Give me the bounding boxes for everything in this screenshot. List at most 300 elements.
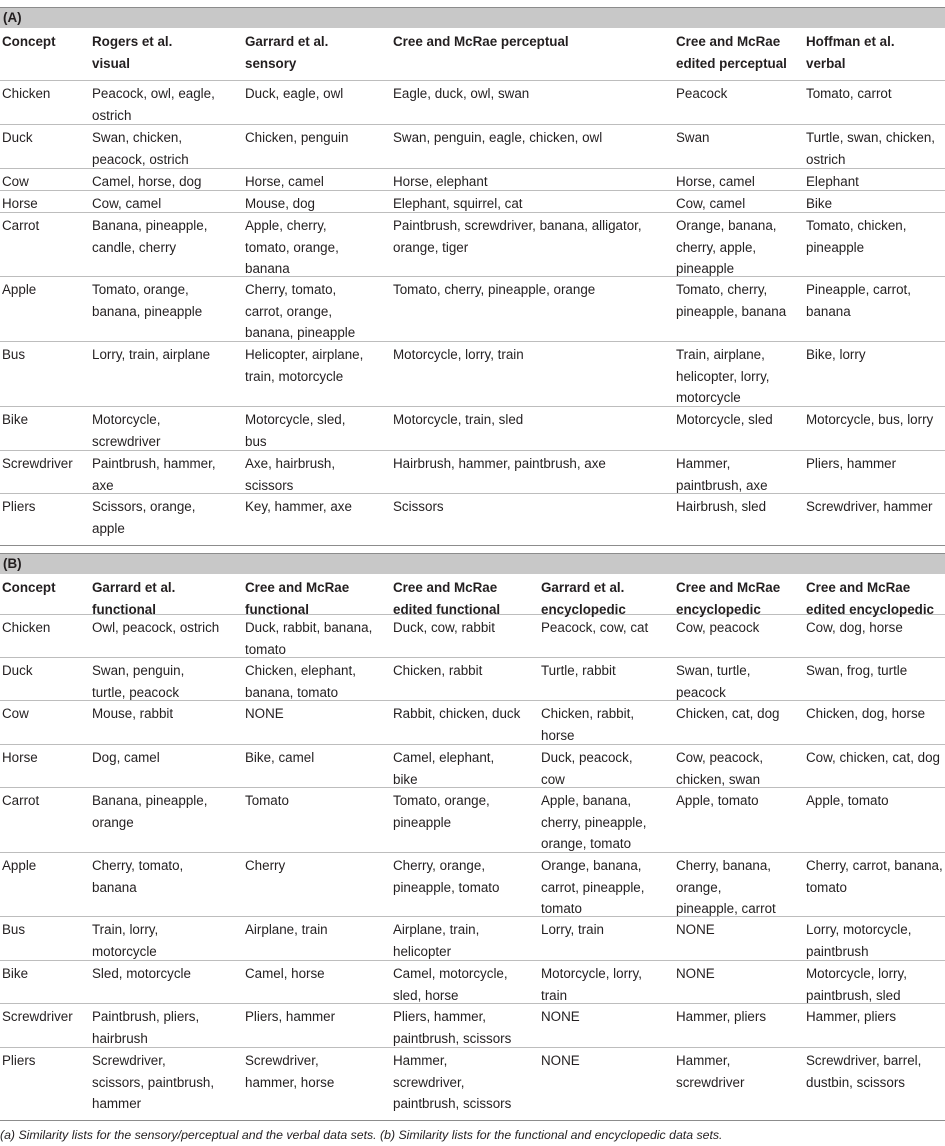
cell-line: Apple, tomato <box>676 793 759 808</box>
cell-line: Swan, turtle, <box>676 663 751 678</box>
table-cell <box>676 453 768 496</box>
cell-line: screwdriver <box>676 1074 745 1090</box>
column-header <box>806 31 895 74</box>
column-header <box>92 31 172 74</box>
table-cell <box>245 83 343 105</box>
cell-line: Pliers <box>2 499 36 514</box>
table-cell <box>92 617 219 639</box>
cell-line: Cherry, tomato, <box>245 282 337 297</box>
table-cell <box>92 1050 214 1115</box>
table-cell <box>676 409 773 431</box>
cell-line: Garrard et al. <box>92 580 176 595</box>
section-b-header <box>0 553 945 574</box>
table-cell <box>806 453 896 475</box>
cell-line: Chicken <box>2 86 51 101</box>
cell-line: Bus <box>2 922 26 937</box>
cell-line: Airplane, train <box>245 922 328 937</box>
cell-line: train, motorcycle <box>245 368 344 384</box>
cell-line: pineapple, tomato <box>393 879 500 895</box>
cell-line: tomato <box>806 879 847 895</box>
cell-line: helicopter, lorry, <box>676 368 770 384</box>
cell-line: edited perceptual <box>676 55 787 71</box>
table-cell <box>92 344 210 366</box>
cell-line: Screwdriver, <box>245 1053 319 1068</box>
cell-line: Chicken <box>2 620 51 635</box>
column-header <box>676 31 787 74</box>
table-cell <box>676 215 777 280</box>
cell-line: banana <box>806 303 851 319</box>
cell-line: Peacock, cow, cat <box>541 620 649 635</box>
cell-line: Camel, motorcycle, <box>393 966 508 981</box>
cell-line: peacock <box>676 684 726 700</box>
table-row <box>0 614 945 658</box>
table-cell <box>245 617 372 660</box>
table-cell <box>393 919 479 962</box>
cell-line: carrot, orange, <box>245 303 333 319</box>
cell-line: Elephant, squirrel, cat <box>393 196 523 211</box>
cell-line: Concept <box>2 34 56 49</box>
cell-line: helicopter <box>393 943 452 959</box>
cell-line: Sled, motorcycle <box>92 966 191 981</box>
table-cell <box>806 790 889 812</box>
cell-line: Swan, frog, turtle <box>806 663 908 678</box>
table-cell <box>92 215 207 258</box>
cell-line: Duck, rabbit, banana, <box>245 620 373 635</box>
table-cell <box>393 215 642 258</box>
table-cell <box>2 1006 73 1028</box>
table-row <box>0 276 945 342</box>
table-cell <box>245 344 363 387</box>
cell-line: Bike, camel <box>245 750 315 765</box>
table-cell <box>393 409 523 431</box>
table-cell <box>676 617 759 639</box>
table-cell <box>806 496 933 518</box>
cell-line: dustbin, scissors <box>806 1074 905 1090</box>
table-cell <box>806 215 906 258</box>
table-cell <box>245 453 335 496</box>
cell-line: Turtle, swan, chicken, <box>806 130 935 145</box>
cell-line: screwdriver, <box>393 1074 465 1090</box>
cell-line: Elephant <box>806 174 859 189</box>
cell-line: encyclopedic <box>541 601 626 617</box>
table-cell <box>806 963 907 1006</box>
cell-line: pineapple, banana <box>676 303 787 319</box>
table-cell <box>2 344 25 366</box>
table-cell <box>245 747 314 769</box>
table-cell <box>393 127 602 149</box>
cell-line: Paintbrush, hammer, <box>92 456 216 471</box>
table-cell <box>92 496 195 539</box>
table-row <box>0 744 945 788</box>
header-row <box>0 574 945 615</box>
cell-line: bike <box>393 771 418 787</box>
table-cell <box>245 660 356 703</box>
cell-line: Peacock <box>676 86 728 101</box>
cell-line: Cow, camel <box>676 196 746 211</box>
table-cell <box>2 215 39 237</box>
cell-line: Chicken, rabbit <box>393 663 483 678</box>
table-cell <box>92 790 207 833</box>
cell-line: scissors <box>245 477 294 493</box>
cell-line: Helicopter, airplane, <box>245 347 364 362</box>
cell-line: banana <box>245 261 290 276</box>
table-row <box>0 212 945 277</box>
table-cell <box>676 1050 744 1093</box>
table-cell <box>676 344 770 409</box>
cell-line: chicken, swan <box>676 771 761 787</box>
table-row <box>0 493 945 546</box>
cell-line: Mouse, rabbit <box>92 706 174 721</box>
table-cell <box>806 617 903 639</box>
cell-line: Horse, elephant <box>393 174 488 189</box>
table-cell <box>245 127 348 149</box>
cell-line: Tomato <box>245 793 289 808</box>
cell-line: axe <box>92 477 114 493</box>
cell-line: Motorcycle, lorry, <box>806 966 907 981</box>
cell-line: Motorcycle, sled <box>676 412 773 427</box>
table-cell <box>2 919 25 941</box>
cell-line: Banana, pineapple, <box>92 218 208 233</box>
cell-line: Cherry, carrot, banana, <box>806 858 943 873</box>
cell-line: orange, tomato <box>541 836 632 851</box>
cell-line: Paintbrush, screwdriver, banana, alligator, <box>393 218 642 233</box>
cell-line: paintbrush, axe <box>676 477 768 493</box>
table-cell <box>806 747 940 769</box>
table-cell <box>245 1006 335 1028</box>
cell-line: banana, tomato <box>245 684 339 700</box>
cell-line: Cherry, tomato, <box>92 858 184 873</box>
cell-line: hammer, horse <box>245 1074 335 1090</box>
cell-line: Cow <box>2 174 29 189</box>
cell-line: Carrot <box>2 218 40 233</box>
cell-line: Hairbrush, hammer, paintbrush, axe <box>393 456 606 471</box>
table-cell <box>92 1006 199 1049</box>
cell-line: motorcycle <box>92 943 157 959</box>
cell-line: NONE <box>676 922 715 937</box>
cell-line: Orange, banana, <box>541 858 642 873</box>
cell-line: Garrard et al. <box>541 580 625 595</box>
cell-line: Garrard et al. <box>245 34 329 49</box>
cell-line: apple <box>92 520 125 536</box>
table-cell <box>245 1050 334 1093</box>
table-cell <box>806 83 892 105</box>
cell-line: Lorry, motorcycle, <box>806 922 912 937</box>
cell-line: Hammer, <box>676 456 731 471</box>
table-cell <box>393 790 490 833</box>
cell-line: Screwdriver <box>2 456 73 471</box>
table-cell <box>541 963 642 1006</box>
cell-line: sensory <box>245 55 297 71</box>
cell-line: NONE <box>541 1009 580 1024</box>
column-header <box>393 31 569 53</box>
cell-line: Duck, cow, rabbit <box>393 620 495 635</box>
cell-line: Hoffman et al. <box>806 34 895 49</box>
cell-line: NONE <box>676 966 715 981</box>
cell-line: Horse, camel <box>676 174 755 189</box>
cell-line: Bus <box>2 347 26 362</box>
cell-line: Pineapple, carrot, <box>806 282 911 297</box>
table-cell <box>92 660 184 703</box>
cell-line: tomato <box>541 901 582 916</box>
cell-line: orange <box>92 814 134 830</box>
cell-line: Chicken, rabbit, <box>541 706 635 721</box>
cell-line: Chicken, dog, horse <box>806 706 926 721</box>
cell-line: Tomato, chicken, <box>806 218 907 233</box>
table-cell <box>245 790 289 812</box>
table-row <box>0 450 945 494</box>
cell-line: Cow, peacock, <box>676 750 764 765</box>
cell-line: Cree and McRae <box>393 580 498 595</box>
table-cell <box>245 963 325 985</box>
table-cell <box>2 409 28 431</box>
cell-line: Bike <box>806 196 833 211</box>
cell-line: Tomato, cherry, pineapple, orange <box>393 282 596 297</box>
table-row <box>0 168 945 191</box>
cell-line: Cherry, banana, <box>676 858 772 873</box>
cell-line: Concept <box>2 580 56 595</box>
cell-line: screwdriver <box>92 433 161 449</box>
cell-line: Duck <box>2 130 33 145</box>
table-row <box>0 1003 945 1048</box>
cell-line: paintbrush, scissors <box>393 1030 512 1046</box>
cell-line: Lorry, train, airplane <box>92 347 211 362</box>
cell-line: train <box>541 987 568 1003</box>
cell-line: Scissors <box>393 499 444 514</box>
table-cell <box>541 1006 580 1028</box>
table-cell <box>393 496 444 518</box>
cell-line: Tomato, orange, <box>393 793 490 808</box>
cell-line: verbal <box>806 55 846 71</box>
cell-line: Motorcycle, sled, <box>245 412 346 427</box>
cell-line: Train, airplane, <box>676 347 765 362</box>
cell-line: orange, <box>676 879 722 895</box>
table-cell <box>92 747 160 769</box>
cell-line: NONE <box>245 706 284 721</box>
cell-line: Cree and McRae <box>806 580 911 595</box>
table-row <box>0 916 945 961</box>
cell-line: Apple, tomato <box>806 793 889 808</box>
cell-line: scissors, paintbrush, <box>92 1074 215 1090</box>
cell-line: Chicken, penguin <box>245 130 349 145</box>
table-cell <box>676 83 727 105</box>
table-cell <box>2 617 50 639</box>
cell-line: Cow, peacock <box>676 620 760 635</box>
cell-line: Horse <box>2 196 38 211</box>
table-cell <box>92 703 173 725</box>
cell-line: bus <box>245 433 267 449</box>
cell-line: paintbrush <box>806 943 869 959</box>
table-cell <box>393 855 499 898</box>
cell-line: functional <box>245 601 309 617</box>
table-cell <box>393 660 482 682</box>
table-cell <box>92 279 202 322</box>
cell-line: Apple, cherry, <box>245 218 327 233</box>
table-cell <box>806 127 935 170</box>
table-cell <box>245 703 284 725</box>
cell-line: Screwdriver, hammer <box>806 499 933 514</box>
cell-line: Key, hammer, axe <box>245 499 352 514</box>
cell-line: Hammer, <box>676 1053 731 1068</box>
cell-line: Rabbit, chicken, duck <box>393 706 521 721</box>
cell-line: hammer <box>92 1096 142 1111</box>
table-cell <box>393 279 595 301</box>
cell-line: carrot, pineapple, <box>541 879 645 895</box>
table-row <box>0 657 945 701</box>
table-cell <box>393 344 524 366</box>
cell-line: Cree and McRae <box>676 580 781 595</box>
cell-line: Banana, pineapple, <box>92 793 208 808</box>
table-cell <box>393 617 495 639</box>
cell-line: Motorcycle, lorry, <box>541 966 642 981</box>
cell-line: Chicken, elephant, <box>245 663 356 678</box>
table-cell <box>393 1050 511 1115</box>
table-cell <box>541 660 616 682</box>
cell-line: Peacock, owl, eagle, <box>92 86 215 101</box>
cell-line: Horse, camel <box>245 174 324 189</box>
table-cell <box>676 496 766 518</box>
column-header <box>2 577 56 599</box>
cell-line: turtle, peacock <box>92 684 180 700</box>
cell-line: Camel, horse, dog <box>92 174 202 189</box>
table-cell <box>806 279 911 322</box>
table-row <box>0 406 945 451</box>
cell-line: encyclopedic <box>676 601 761 617</box>
cell-line: Axe, hairbrush, <box>245 456 336 471</box>
cell-line: Turtle, rabbit <box>541 663 616 678</box>
cell-line: Bike <box>2 412 29 427</box>
table-cell <box>676 855 776 920</box>
cell-line: pineapple <box>806 239 865 255</box>
table-cell <box>676 747 763 790</box>
cell-line: Train, lorry, <box>92 922 159 937</box>
table-cell <box>806 660 907 682</box>
column-header <box>245 31 328 74</box>
cell-line: Duck, peacock, <box>541 750 633 765</box>
table-cell <box>393 1006 511 1049</box>
table-cell <box>2 453 73 475</box>
cell-line: NONE <box>541 1053 580 1068</box>
cell-line: Motorcycle, <box>92 412 161 427</box>
cell-line: Scissors, orange, <box>92 499 196 514</box>
table-cell <box>92 83 215 126</box>
cell-line: Cree and McRae <box>245 580 350 595</box>
cell-line: Cree and McRae perceptual <box>393 34 569 49</box>
table-cell <box>806 1006 896 1028</box>
section-b-label: (B) <box>3 556 22 571</box>
cell-line: Apple, banana, <box>541 793 632 808</box>
cell-line: Chicken, cat, dog <box>676 706 780 721</box>
cell-line: cow <box>541 771 565 787</box>
table-cell <box>92 855 183 898</box>
table-row <box>0 124 945 169</box>
cell-line: pineapple <box>393 814 452 830</box>
cell-line: Motorcycle, train, sled <box>393 412 524 427</box>
table-cell <box>806 703 925 725</box>
cell-line: ostrich <box>92 107 132 123</box>
table-cell <box>2 496 35 518</box>
cell-line: Bike, lorry <box>806 347 866 362</box>
cell-line: Hammer, pliers <box>806 1009 897 1024</box>
cell-line: hairbrush <box>92 1030 148 1046</box>
cell-line: Duck, eagle, owl <box>245 86 344 101</box>
table-cell <box>92 453 216 496</box>
table-cell <box>393 83 529 105</box>
table-cell <box>541 747 633 790</box>
cell-line: peacock, ostrich <box>92 151 189 167</box>
cell-line: Bike <box>2 966 29 981</box>
table-cell <box>676 279 786 322</box>
cell-line: Apple <box>2 282 37 297</box>
cell-line: Screwdriver, <box>92 1053 166 1068</box>
table-cell <box>393 747 494 790</box>
table-cell <box>806 344 866 366</box>
cell-line: functional <box>92 601 156 617</box>
cell-line: Swan, penguin, eagle, chicken, owl <box>393 130 603 145</box>
table-cell <box>676 1006 766 1028</box>
table-cell <box>245 496 352 518</box>
cell-line: Duck <box>2 663 33 678</box>
table-cell <box>541 855 644 920</box>
cell-line: candle, cherry <box>92 239 177 255</box>
cell-line: Camel, elephant, <box>393 750 495 765</box>
table-cell <box>2 790 39 812</box>
table-row <box>0 852 945 917</box>
cell-line: Airplane, train, <box>393 922 480 937</box>
cell-line: Cow <box>2 706 29 721</box>
cell-line: Cherry <box>245 858 286 873</box>
cell-line: Swan <box>676 130 710 145</box>
cell-line: Pliers, hammer <box>245 1009 336 1024</box>
table-cell <box>92 963 191 985</box>
cell-line: banana, pineapple <box>92 303 203 319</box>
table-row <box>0 700 945 745</box>
cell-line: edited encyclopedic <box>806 601 934 617</box>
cell-line: Owl, peacock, ostrich <box>92 620 220 635</box>
cell-line: banana, pineapple <box>245 325 356 340</box>
cell-line: Swan, chicken, <box>92 130 183 145</box>
cell-line: Pliers, hammer, <box>393 1009 487 1024</box>
table-cell <box>676 660 750 703</box>
table-row <box>0 190 945 213</box>
column-header <box>2 31 56 53</box>
cell-line: Tomato, carrot <box>806 86 892 101</box>
table-cell <box>2 703 29 725</box>
cell-line: cherry, apple, <box>676 239 757 255</box>
table-cell <box>245 215 339 280</box>
cell-line: ostrich <box>806 151 846 167</box>
table-row <box>0 787 945 853</box>
table-cell <box>2 1050 35 1072</box>
table-caption: (a) Similarity lists for the sensory/perceptual and the verbal data sets. (b) Similarity lists for the functional and encyclopedic data sets. <box>0 1128 723 1142</box>
cell-line: Carrot <box>2 793 40 808</box>
cell-line: Lorry, train <box>541 922 605 937</box>
cell-line: Cow, dog, horse <box>806 620 903 635</box>
table-cell <box>2 279 36 301</box>
cell-line: pineapple, carrot <box>676 901 776 916</box>
cell-line: Apple <box>2 858 37 873</box>
cell-line: visual <box>92 55 130 71</box>
cell-line: edited functional <box>393 601 501 617</box>
table-cell <box>245 279 355 344</box>
cell-line: Rogers et al. <box>92 34 173 49</box>
table-cell <box>245 855 285 877</box>
table-cell <box>92 409 160 452</box>
cell-line: Horse <box>2 750 38 765</box>
cell-line: paintbrush, scissors <box>393 1096 512 1111</box>
cell-line: pineapple <box>676 261 735 276</box>
cell-line: Camel, horse <box>245 966 325 981</box>
cell-line: Mouse, dog <box>245 196 315 211</box>
